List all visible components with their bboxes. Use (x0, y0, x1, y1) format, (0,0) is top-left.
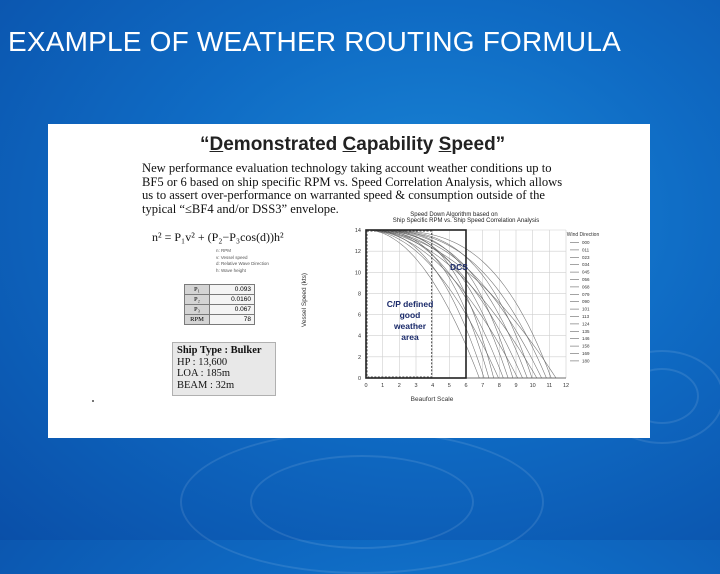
legend-entry: 068 (582, 284, 590, 290)
legend-entry: 045 (582, 269, 590, 275)
table-row: RPM 78 (185, 315, 255, 325)
x-axis-label: Beaufort Scale (410, 396, 454, 403)
legend-entry: 023 (582, 254, 590, 260)
slide-title: EXAMPLE OF WEATHER ROUTING FORMULA (8, 26, 621, 57)
ship-type: Ship Type : Bulker (177, 345, 262, 356)
cp-area-label: C/P defined (386, 299, 434, 309)
x-tick-label: 2 (397, 383, 401, 389)
y-tick-label: 14 (354, 228, 361, 234)
legend-entry: 101 (582, 306, 590, 312)
x-tick-label: 9 (514, 383, 518, 389)
legend-entry: 000 (582, 240, 590, 245)
table-row: P₂ 0.0160 (185, 295, 255, 305)
x-tick-label: 7 (481, 383, 485, 389)
legend-entry: 113 (582, 314, 590, 319)
legend-entry: 158 (582, 343, 590, 349)
x-tick-label: 4 (431, 383, 435, 389)
legend-entry: 079 (582, 291, 590, 297)
ship-hp: HP : 13,600 (177, 356, 228, 368)
legend-entry: 135 (582, 328, 590, 334)
chart-title-line2: Ship Specific RPM vs. Ship Speed Correlation Analysis (392, 218, 540, 224)
x-tick-label: 10 (529, 383, 536, 389)
coefficient-table (184, 284, 255, 325)
x-tick-label: 12 (562, 383, 570, 389)
x-tick-label: 3 (414, 383, 418, 389)
cp-area-label: area (401, 332, 419, 342)
formula-legend-line: d: Relative Wave Direction (216, 261, 269, 266)
y-tick-label: 0 (357, 376, 361, 382)
legend-entry: 034 (582, 262, 590, 268)
x-tick-label: 5 (447, 383, 451, 389)
legend-entry: 146 (582, 336, 590, 342)
dcs-label: DCS (450, 262, 468, 272)
rpm-formula: n² = P₁v² + (P₂−P₃cos(d))h² (152, 230, 284, 244)
legend-entry: 169 (582, 351, 590, 356)
formula-legend (216, 248, 269, 274)
ship-info-box (172, 342, 276, 396)
y-tick-label: 10 (354, 270, 361, 277)
background-ripple (250, 455, 474, 549)
cp-area-label: good (399, 310, 421, 320)
legend-entry: 090 (582, 299, 590, 305)
table-row: P₁ 0.093 (185, 285, 255, 295)
x-tick-label: 6 (464, 383, 468, 389)
legend-entry: 124 (582, 321, 590, 327)
content-panel (48, 124, 650, 438)
y-tick-label: 8 (357, 291, 361, 298)
y-tick-label: 4 (357, 333, 361, 340)
formula-legend-line: v: Vessel speed (216, 254, 248, 260)
y-tick-label: 2 (357, 354, 361, 361)
panel-heading: “Demonstrated Capability Speed” (200, 134, 506, 155)
y-axis-label: Vessel Speed (kts) (301, 272, 308, 328)
cp-area-label: weather (393, 321, 427, 331)
y-tick-label: 12 (354, 249, 361, 256)
speed-down-chart (298, 210, 608, 410)
formula-legend-line: n: RPM (216, 248, 232, 253)
stray-dot (92, 400, 94, 402)
chart-title-line1: Speed Down Algorithm based on (410, 212, 498, 218)
ship-beam: BEAM : 32m (177, 379, 235, 391)
x-tick-label: 0 (364, 383, 368, 389)
formula-legend-line: h: Wave height (216, 267, 246, 273)
x-tick-label: 11 (546, 383, 553, 389)
x-tick-label: 1 (381, 383, 385, 389)
legend-entry: 056 (582, 277, 590, 282)
legend-title: Wind Direction (566, 232, 600, 238)
legend-entry: 011 (582, 247, 590, 253)
table-row: P₃ 0.067 (185, 305, 255, 315)
x-tick-label: 8 (497, 383, 501, 389)
ship-loa: LOA : 185m (177, 368, 231, 379)
legend-entry: 180 (582, 358, 590, 364)
y-tick-label: 6 (357, 312, 361, 319)
description-paragraph: New performance evaluation technology taking account weather conditions up to BF5 or 6 based on ship specific RPM vs. Speed Correlation Analysis, which allows us to assert over-performance on warranted speed & consumption outside of the typical “≤BF4 and/or DSS3” envelope. (142, 161, 563, 216)
